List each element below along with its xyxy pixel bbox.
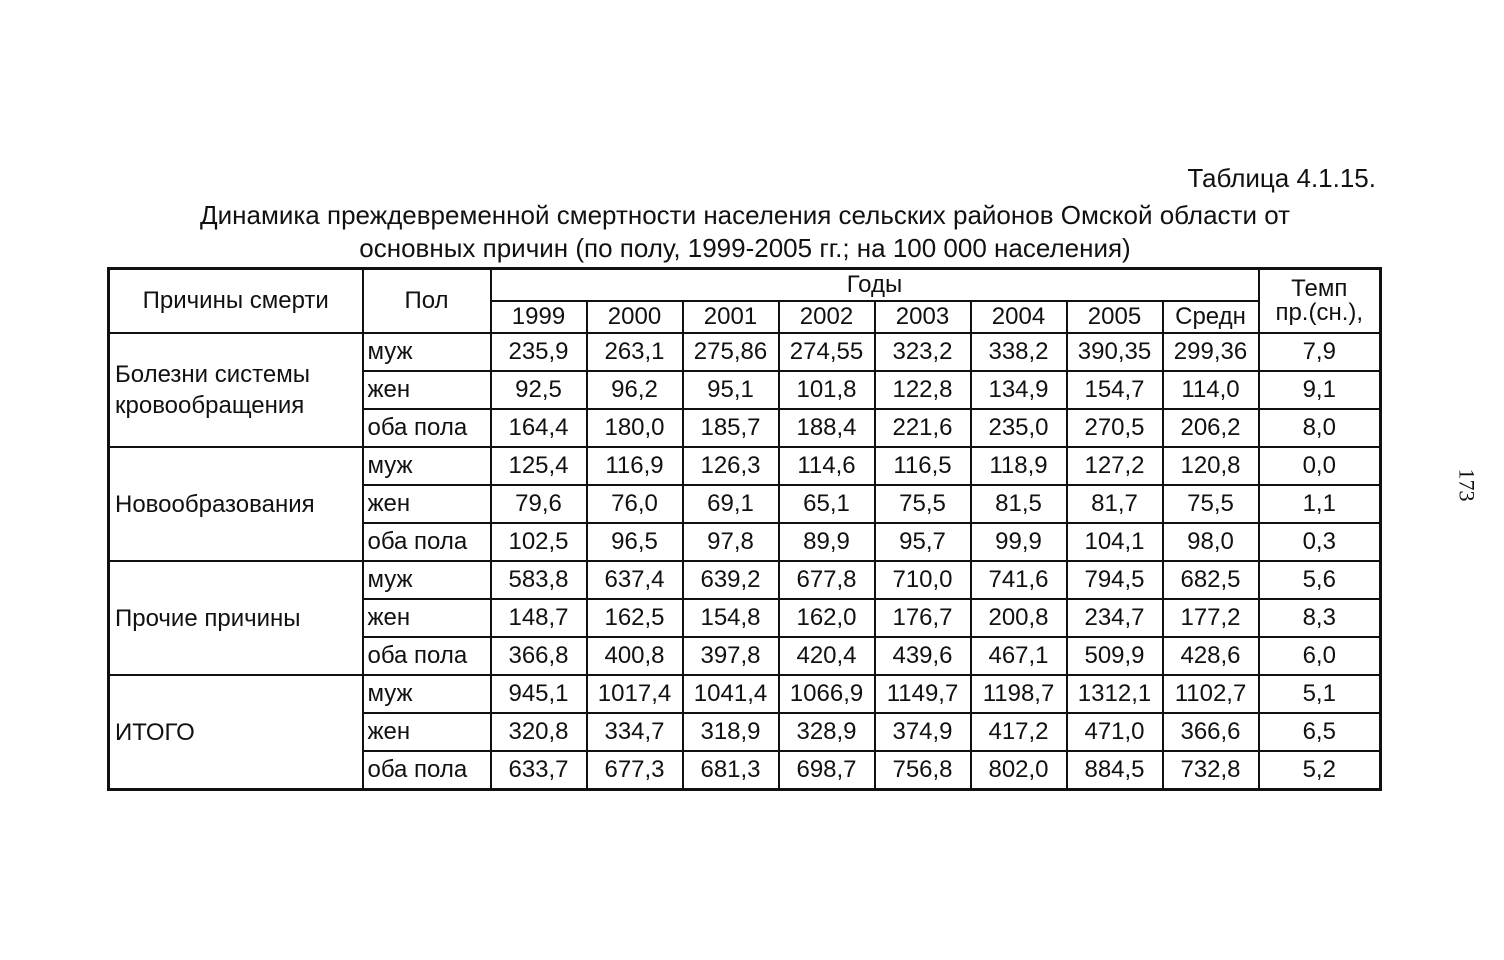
rate-cell: 0,3 <box>1259 523 1381 561</box>
value-cell: 116,9 <box>587 447 683 485</box>
header-year-3: 2002 <box>779 301 875 333</box>
value-cell: 185,7 <box>683 409 779 447</box>
rate-cell: 9,1 <box>1259 371 1381 409</box>
sex-cell: муж <box>363 333 491 371</box>
value-cell: 1102,7 <box>1163 675 1259 713</box>
value-cell: 710,0 <box>875 561 971 599</box>
value-cell: 417,2 <box>971 713 1067 751</box>
rate-cell: 6,0 <box>1259 637 1381 675</box>
header-year-2: 2001 <box>683 301 779 333</box>
value-cell: 162,0 <box>779 599 875 637</box>
value-cell: 509,9 <box>1067 637 1163 675</box>
value-cell: 89,9 <box>779 523 875 561</box>
rate-cell: 5,1 <box>1259 675 1381 713</box>
value-cell: 98,0 <box>1163 523 1259 561</box>
table-row <box>109 447 1381 485</box>
value-cell: 681,3 <box>683 751 779 790</box>
header-year-6: 2005 <box>1067 301 1163 333</box>
sex-cell: оба пола <box>363 637 491 675</box>
header-rate-line-1: Темп <box>1291 275 1348 302</box>
value-cell: 75,5 <box>875 485 971 523</box>
value-cell: 677,3 <box>587 751 683 790</box>
cause-cell: Прочие причины <box>109 561 363 675</box>
value-cell: 120,8 <box>1163 447 1259 485</box>
sex-cell: оба пола <box>363 409 491 447</box>
table-row <box>109 561 1381 599</box>
value-cell: 114,6 <box>779 447 875 485</box>
value-cell: 1312,1 <box>1067 675 1163 713</box>
value-cell: 200,8 <box>971 599 1067 637</box>
header-sex: Пол <box>363 269 491 334</box>
value-cell: 99,9 <box>971 523 1067 561</box>
value-cell: 118,9 <box>971 447 1067 485</box>
value-cell: 69,1 <box>683 485 779 523</box>
value-cell: 374,9 <box>875 713 971 751</box>
header-year-7: Средн <box>1163 301 1259 333</box>
value-cell: 390,35 <box>1067 333 1163 371</box>
value-cell: 299,36 <box>1163 333 1259 371</box>
value-cell: 75,5 <box>1163 485 1259 523</box>
value-cell: 125,4 <box>491 447 587 485</box>
value-cell: 263,1 <box>587 333 683 371</box>
rate-cell: 8,3 <box>1259 599 1381 637</box>
header-rate-line-2: пр.(сн.), <box>1275 299 1364 326</box>
value-cell: 334,7 <box>587 713 683 751</box>
value-cell: 428,6 <box>1163 637 1259 675</box>
value-cell: 467,1 <box>971 637 1067 675</box>
value-cell: 756,8 <box>875 751 971 790</box>
sex-cell: жен <box>363 371 491 409</box>
rate-cell: 8,0 <box>1259 409 1381 447</box>
rate-cell: 7,9 <box>1259 333 1381 371</box>
value-cell: 221,6 <box>875 409 971 447</box>
value-cell: 682,5 <box>1163 561 1259 599</box>
value-cell: 92,5 <box>491 371 587 409</box>
value-cell: 180,0 <box>587 409 683 447</box>
value-cell: 235,0 <box>971 409 1067 447</box>
rate-cell: 0,0 <box>1259 447 1381 485</box>
header-year-5: 2004 <box>971 301 1067 333</box>
sex-cell: муж <box>363 675 491 713</box>
value-cell: 154,8 <box>683 599 779 637</box>
table-title <box>110 199 1380 265</box>
table-number: Таблица 4.1.15. <box>1187 163 1376 193</box>
value-cell: 639,2 <box>683 561 779 599</box>
value-cell: 633,7 <box>491 751 587 790</box>
value-cell: 471,0 <box>1067 713 1163 751</box>
value-cell: 76,0 <box>587 485 683 523</box>
value-cell: 127,2 <box>1067 447 1163 485</box>
value-cell: 188,4 <box>779 409 875 447</box>
header-year-0: 1999 <box>491 301 587 333</box>
value-cell: 677,8 <box>779 561 875 599</box>
value-cell: 945,1 <box>491 675 587 713</box>
value-cell: 1198,7 <box>971 675 1067 713</box>
value-cell: 79,6 <box>491 485 587 523</box>
value-cell: 637,4 <box>587 561 683 599</box>
value-cell: 274,55 <box>779 333 875 371</box>
table-title-line-2: основных причин (по полу, 1999-2005 гг.; на 100 000 населения) <box>359 233 1131 263</box>
sex-cell: жен <box>363 713 491 751</box>
sex-cell: оба пола <box>363 751 491 790</box>
header-rate <box>1259 269 1381 334</box>
header-year-4: 2003 <box>875 301 971 333</box>
table-row <box>109 675 1381 713</box>
value-cell: 1066,9 <box>779 675 875 713</box>
rate-cell: 5,2 <box>1259 751 1381 790</box>
value-cell: 95,7 <box>875 523 971 561</box>
value-cell: 126,3 <box>683 447 779 485</box>
value-cell: 81,7 <box>1067 485 1163 523</box>
value-cell: 176,7 <box>875 599 971 637</box>
cause-cell: Болезни системы кровообращения <box>109 333 363 447</box>
value-cell: 96,5 <box>587 523 683 561</box>
value-cell: 732,8 <box>1163 751 1259 790</box>
table-title-line-1: Динамика преждевременной смертности населения сельских районов Омской области от <box>200 200 1290 230</box>
value-cell: 235,9 <box>491 333 587 371</box>
value-cell: 583,8 <box>491 561 587 599</box>
sex-cell: жен <box>363 485 491 523</box>
value-cell: 102,5 <box>491 523 587 561</box>
sex-cell: муж <box>363 561 491 599</box>
value-cell: 366,8 <box>491 637 587 675</box>
header-years: Годы <box>491 269 1259 302</box>
value-cell: 164,4 <box>491 409 587 447</box>
value-cell: 116,5 <box>875 447 971 485</box>
value-cell: 1149,7 <box>875 675 971 713</box>
value-cell: 698,7 <box>779 751 875 790</box>
table-row <box>109 333 1381 371</box>
value-cell: 1017,4 <box>587 675 683 713</box>
mortality-table <box>107 267 1382 791</box>
value-cell: 439,6 <box>875 637 971 675</box>
rate-cell: 1,1 <box>1259 485 1381 523</box>
value-cell: 148,7 <box>491 599 587 637</box>
cause-cell: ИТОГО <box>109 675 363 790</box>
sex-cell: оба пола <box>363 523 491 561</box>
value-cell: 95,1 <box>683 371 779 409</box>
rate-cell: 6,5 <box>1259 713 1381 751</box>
value-cell: 338,2 <box>971 333 1067 371</box>
value-cell: 234,7 <box>1067 599 1163 637</box>
value-cell: 65,1 <box>779 485 875 523</box>
header-year-1: 2000 <box>587 301 683 333</box>
value-cell: 206,2 <box>1163 409 1259 447</box>
value-cell: 275,86 <box>683 333 779 371</box>
value-cell: 134,9 <box>971 371 1067 409</box>
cause-cell: Новообразования <box>109 447 363 561</box>
value-cell: 802,0 <box>971 751 1067 790</box>
value-cell: 794,5 <box>1067 561 1163 599</box>
value-cell: 177,2 <box>1163 599 1259 637</box>
value-cell: 81,5 <box>971 485 1067 523</box>
value-cell: 96,2 <box>587 371 683 409</box>
value-cell: 162,5 <box>587 599 683 637</box>
value-cell: 320,8 <box>491 713 587 751</box>
sex-cell: жен <box>363 599 491 637</box>
value-cell: 1041,4 <box>683 675 779 713</box>
rate-cell: 5,6 <box>1259 561 1381 599</box>
page-number: 173 <box>1454 468 1480 502</box>
value-cell: 154,7 <box>1067 371 1163 409</box>
value-cell: 122,8 <box>875 371 971 409</box>
value-cell: 318,9 <box>683 713 779 751</box>
value-cell: 420,4 <box>779 637 875 675</box>
value-cell: 397,8 <box>683 637 779 675</box>
value-cell: 270,5 <box>1067 409 1163 447</box>
value-cell: 328,9 <box>779 713 875 751</box>
value-cell: 884,5 <box>1067 751 1163 790</box>
header-cause: Причины смерти <box>109 269 363 334</box>
value-cell: 101,8 <box>779 371 875 409</box>
value-cell: 323,2 <box>875 333 971 371</box>
value-cell: 114,0 <box>1163 371 1259 409</box>
sex-cell: муж <box>363 447 491 485</box>
value-cell: 366,6 <box>1163 713 1259 751</box>
value-cell: 741,6 <box>971 561 1067 599</box>
value-cell: 97,8 <box>683 523 779 561</box>
value-cell: 400,8 <box>587 637 683 675</box>
value-cell: 104,1 <box>1067 523 1163 561</box>
